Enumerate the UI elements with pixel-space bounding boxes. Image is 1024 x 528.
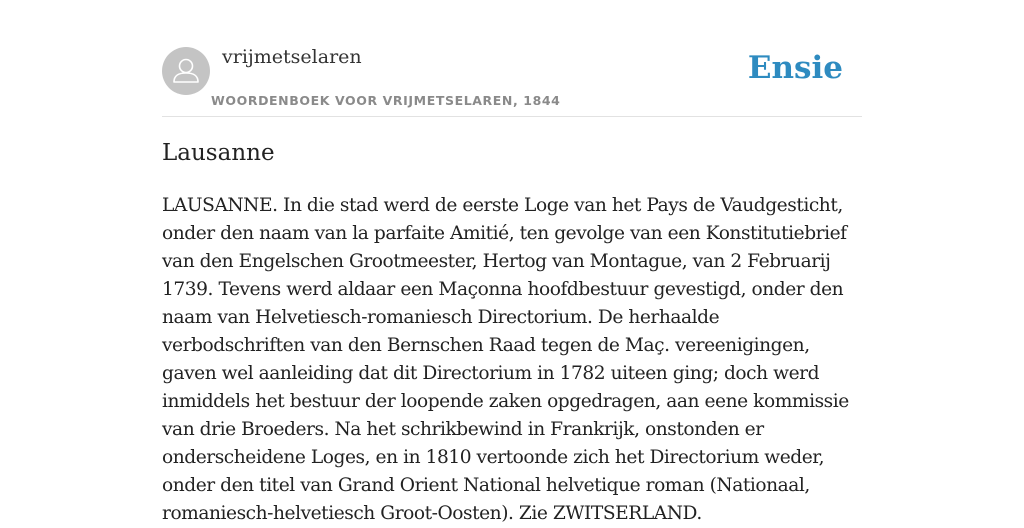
- brand-logo[interactable]: Ensie: [747, 50, 843, 86]
- source-label[interactable]: WOORDENBOEK VOOR VRIJMETSELAREN, 1844: [211, 93, 561, 108]
- user-icon: [162, 47, 210, 95]
- entry-header: [162, 0, 862, 117]
- author-name[interactable]: vrijmetselaren: [222, 46, 362, 68]
- entry-body: LAUSANNE. In die stad werd de eerste Loge van het Pays de Vaudgesticht, onder den naam van la parfaite Amitié, ten gevolge van een Konstitutiebrief van den Engelschen Grootmeester, Hertog van Montague, van 2 Februarij 1739. Tevens werd aldaar een Maçonna hoofdbestuur gevestigd, onder den naam van Helvetiesch-romaniesch Directorium. De herhaalde verbodschriften van den Bernschen Raad tegen de Maç. vereenigingen, gaven wel aanleiding dat dit Directorium in 1782 uiteen ging; doch werd inmiddels het bestuur der loopende zaken opgedragen, aan eene kommissie van drie Broeders. Na het schrikbewind in Frankrijk, onstonden er onderscheidene Loges, en in 1810 vertoonde zich het Directorium weder, onder den titel van Grand Orient National helvetique roman (Nationaal, romaniesch-helvetiesch Groot-Oosten). Zie ZWITSERLAND.: [162, 195, 849, 524]
- entry-title: Lausanne: [162, 140, 275, 166]
- avatar[interactable]: [162, 47, 210, 95]
- entry-card: [162, 0, 862, 524]
